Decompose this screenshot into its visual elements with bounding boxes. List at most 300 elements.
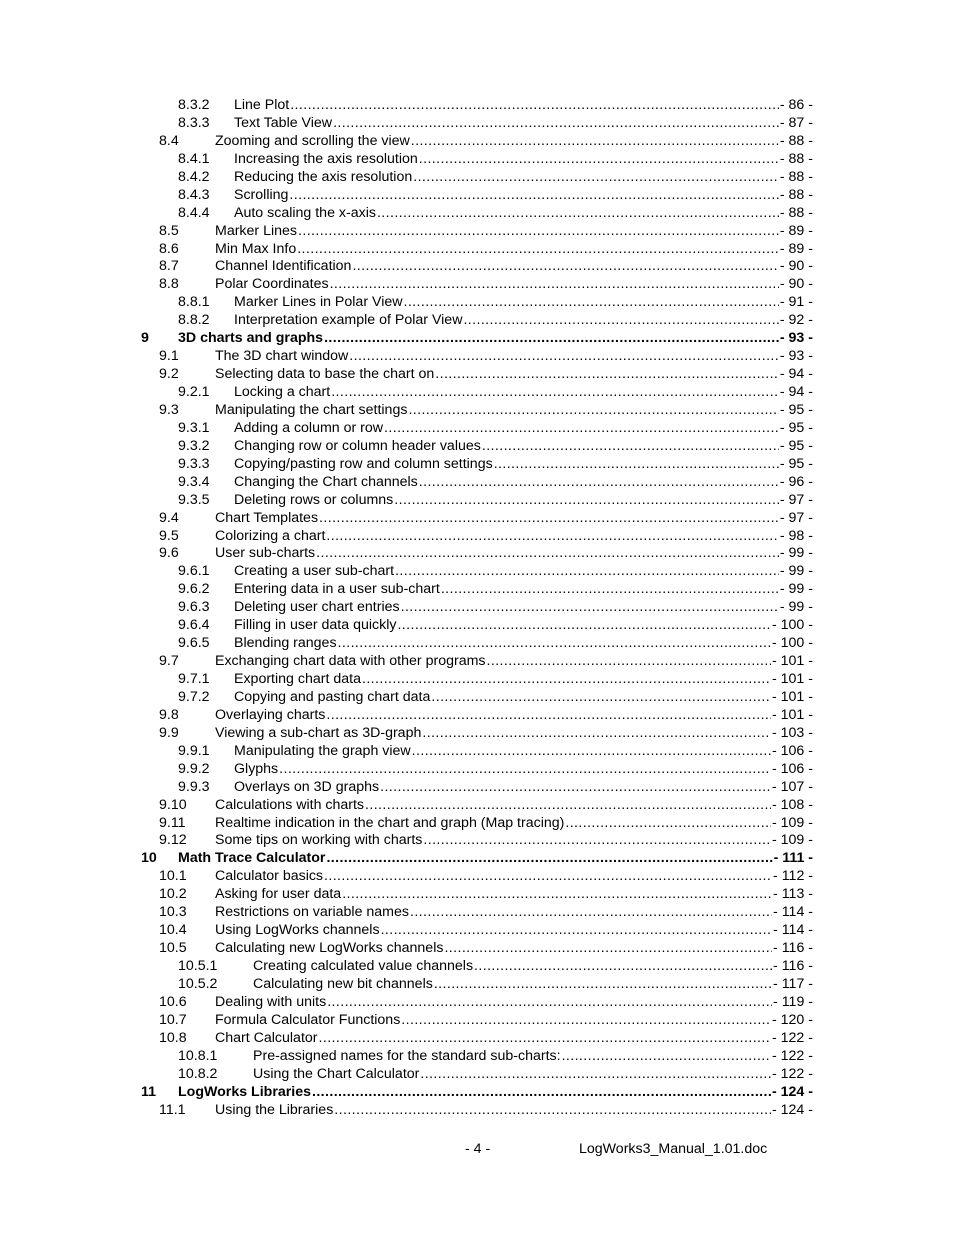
toc-entry-title: Some tips on working with charts <box>215 832 423 849</box>
toc-entry-title: Scrolling <box>234 186 289 203</box>
toc-dot-leader <box>419 474 779 492</box>
toc-dot-leader <box>444 940 772 958</box>
toc-entry-title: Marker Lines <box>215 222 298 239</box>
toc-entry-number: 8.6 <box>159 240 179 257</box>
toc-entry-number: 10 <box>141 850 157 867</box>
toc-entry-page: - 106 - <box>771 760 813 777</box>
toc-entry-number: 9.6.1 <box>178 563 210 580</box>
toc-entry-number: 9.3.1 <box>178 419 210 436</box>
toc-entry[interactable] <box>0 258 954 276</box>
toc-entry[interactable] <box>0 115 954 133</box>
toc-entry-number: 10.8.2 <box>178 1065 218 1082</box>
toc-entry-number: 10.6 <box>159 993 187 1010</box>
toc-entry-number: 9.7.2 <box>178 688 210 705</box>
footer-document-name: LogWorks3_Manual_1.01.doc <box>579 1141 768 1157</box>
toc-entry-number: 9.9 <box>159 724 179 741</box>
toc-entry-page: - 88 - <box>779 186 813 203</box>
toc-entry-title: Glyphs <box>234 760 279 777</box>
toc-entry-page: - 99 - <box>779 581 813 598</box>
toc-entry[interactable] <box>0 312 954 330</box>
toc-entry-number: 9.3.5 <box>178 491 210 508</box>
toc-entry[interactable] <box>0 1030 954 1048</box>
toc-dot-leader <box>330 276 779 294</box>
toc-entry[interactable] <box>0 420 954 438</box>
toc-entry-page: - 103 - <box>771 724 813 741</box>
toc-dot-leader <box>423 832 771 850</box>
toc-entry-number: 9.2 <box>159 366 179 383</box>
toc-entry-title: Viewing a sub-chart as 3D-graph <box>215 724 422 741</box>
toc-entry-title: Filling in user data quickly <box>234 617 397 634</box>
toc-entry-page: - 93 - <box>779 348 813 365</box>
toc-entry-line <box>234 761 813 779</box>
toc-dot-leader <box>380 779 771 797</box>
toc-entry-line <box>178 330 813 348</box>
toc-entry-title: Realtime indication in the chart and graph (Map tracing) <box>215 814 565 831</box>
toc-dot-leader <box>565 815 771 833</box>
toc-entry-page: - 120 - <box>771 1011 813 1028</box>
toc-entry-page: - 109 - <box>771 814 813 831</box>
toc-entry-page: - 95 - <box>779 437 813 454</box>
toc-entry-number: 10.7 <box>159 1011 187 1028</box>
toc-entry-page: - 88 - <box>779 168 813 185</box>
toc-entry-page: - 101 - <box>771 688 813 705</box>
toc-entry-page: - 101 - <box>771 653 813 670</box>
toc-entry-line <box>215 725 813 743</box>
toc-entry-number: 8.4.1 <box>178 150 210 167</box>
toc-entry-page: - 99 - <box>779 599 813 616</box>
toc-entry-title: Blending ranges <box>234 635 337 652</box>
toc-entry-title: Using the Libraries <box>215 1101 334 1118</box>
toc-dot-leader <box>431 689 771 707</box>
toc-entry-number: 9.3.2 <box>178 437 210 454</box>
toc-entry-page: - 93 - <box>779 330 813 347</box>
toc-entry-line <box>215 1030 813 1048</box>
toc-entry[interactable] <box>0 725 954 743</box>
toc-entry-title: Asking for user data <box>215 886 342 903</box>
toc-entry-line <box>234 205 813 223</box>
toc-dot-leader <box>352 258 778 276</box>
toc-entry-line <box>215 886 813 904</box>
toc-entry-page: - 106 - <box>771 742 813 759</box>
toc-entry-page: - 90 - <box>779 276 813 293</box>
toc-entry-title: Calculations with charts <box>215 796 365 813</box>
toc-dot-leader <box>298 223 779 241</box>
toc-entry[interactable] <box>0 940 954 958</box>
toc-dot-leader <box>395 563 779 581</box>
toc-dot-leader <box>474 958 772 976</box>
toc-entry[interactable] <box>0 922 954 940</box>
toc-entry-line <box>234 420 813 438</box>
toc-entry-page: - 88 - <box>779 204 813 221</box>
toc-entry-line <box>234 169 813 187</box>
toc-entry-page: - 91 - <box>779 294 813 311</box>
toc-entry[interactable] <box>0 994 954 1012</box>
toc-entry-line <box>215 994 813 1012</box>
toc-entry-title: Adding a column or row <box>234 419 384 436</box>
toc-entry-page: - 114 - <box>773 922 813 939</box>
toc-entry[interactable] <box>0 151 954 169</box>
toc-entry-title: Text Table View <box>234 114 333 131</box>
toc-entry-number: 10.3 <box>159 904 187 921</box>
toc-dot-leader <box>326 528 778 546</box>
toc-entry[interactable] <box>0 743 954 761</box>
toc-entry-title: Min Max Info <box>215 240 297 257</box>
toc-entry-title: Auto scaling the x-axis <box>234 204 376 221</box>
toc-entry[interactable] <box>0 492 954 510</box>
toc-entry[interactable] <box>0 97 954 115</box>
toc-entry[interactable] <box>0 133 954 151</box>
toc-entry-number: 9.10 <box>159 796 187 813</box>
toc-entry[interactable] <box>0 348 954 366</box>
toc-dot-leader <box>377 205 779 223</box>
toc-entry-number: 11 <box>141 1083 156 1100</box>
toc-entry-title: Exporting chart data <box>234 671 361 687</box>
toc-entry-title: Dealing with units <box>215 993 327 1010</box>
toc-entry-number: 10.5.1 <box>178 958 218 974</box>
toc-entry-line <box>215 366 813 384</box>
toc-entry-line <box>215 904 813 922</box>
toc-entry-title: Chart Templates <box>215 509 319 526</box>
toc-entry-page: - 124 - <box>771 1101 813 1118</box>
toc-entry-number: 9.9.1 <box>178 742 210 759</box>
toc-entry-number: 11.1 <box>159 1101 186 1118</box>
toc-entry[interactable] <box>0 815 954 833</box>
toc-entry-number: 9.9.3 <box>178 778 210 795</box>
toc-entry-line <box>215 348 813 366</box>
toc-dot-leader <box>384 420 779 438</box>
toc-entry-number: 9.6.3 <box>178 599 210 616</box>
toc-entry-page: - 108 - <box>771 796 813 813</box>
toc-entry-number: 8.8.1 <box>178 294 210 311</box>
toc-entry-title: Polar Coordinates <box>215 276 329 293</box>
toc-entry-title: Reducing the axis resolution <box>234 168 413 185</box>
toc-entry-title: Manipulating the chart settings <box>215 401 408 418</box>
toc-entry[interactable] <box>0 205 954 223</box>
toc-entry-number: 8.3.2 <box>178 97 210 113</box>
toc-entry-line <box>215 707 813 725</box>
toc-entry-title: LogWorks Libraries <box>178 1083 311 1100</box>
toc-entry-number: 9.4 <box>159 509 179 526</box>
toc-dot-leader <box>487 653 771 671</box>
toc-entry[interactable] <box>0 653 954 671</box>
toc-entry[interactable] <box>0 187 954 205</box>
toc-entry-line <box>215 223 813 241</box>
toc-dot-leader <box>326 707 771 725</box>
toc-entry-page: - 88 - <box>779 150 813 167</box>
toc-entry-page: - 124 - <box>771 1083 813 1100</box>
toc-dot-leader <box>279 761 771 779</box>
toc-dot-leader <box>413 169 779 187</box>
toc-entry-line <box>215 402 813 420</box>
toc-entry-line <box>215 276 813 294</box>
toc-entry[interactable] <box>0 904 954 922</box>
toc-dot-leader <box>334 1102 771 1120</box>
toc-dot-leader <box>349 348 779 366</box>
toc-dot-leader <box>494 456 779 474</box>
toc-entry-page: - 97 - <box>779 509 813 526</box>
toc-entry-title: Interpretation example of Polar View <box>234 312 463 329</box>
toc-entry-line <box>234 294 813 312</box>
toc-entry-title: Math Trace Calculator <box>178 850 326 867</box>
toc-entry-line <box>253 958 813 976</box>
toc-entry[interactable] <box>0 510 954 528</box>
toc-entry[interactable] <box>0 1012 954 1030</box>
toc-entry-line <box>215 940 813 958</box>
toc-entry-number: 8.4 <box>159 132 179 149</box>
toc-dot-leader <box>463 312 778 330</box>
toc-dot-leader <box>324 868 772 886</box>
toc-entry-title: Chart Calculator <box>215 1029 318 1046</box>
toc-entry[interactable] <box>0 707 954 725</box>
toc-dot-leader <box>394 492 779 510</box>
toc-entry[interactable] <box>0 456 954 474</box>
toc-entry-page: - 113 - <box>773 886 813 903</box>
toc-entry-number: 9.11 <box>159 814 186 831</box>
toc-entry-line <box>234 743 813 761</box>
toc-entry-line <box>215 510 813 528</box>
toc-entry-page: - 90 - <box>779 258 813 275</box>
toc-entry-number: 10.5.2 <box>178 975 218 992</box>
toc-entry[interactable] <box>0 241 954 259</box>
toc-entry[interactable] <box>0 276 954 294</box>
toc-entry[interactable] <box>0 797 954 815</box>
toc-entry-page: - 98 - <box>779 527 813 544</box>
toc-entry-title: Selecting data to base the chart on <box>215 366 435 383</box>
toc-entry-number: 10.8 <box>159 1029 187 1046</box>
toc-entry-line <box>253 976 813 994</box>
toc-entry-title: User sub-charts <box>215 545 316 562</box>
toc-dot-leader <box>403 294 778 312</box>
toc-dot-leader <box>419 151 779 169</box>
toc-entry-page: - 95 - <box>779 419 813 436</box>
toc-entry-title: Exchanging chart data with other programs <box>215 653 486 670</box>
toc-dot-leader <box>316 545 779 563</box>
toc-dot-leader <box>338 635 771 653</box>
toc-entry-number: 8.4.3 <box>178 186 210 203</box>
toc-entry-title: Colorizing a chart <box>215 527 326 544</box>
toc-dot-leader <box>562 1048 771 1066</box>
toc-entry-title: Creating a user sub-chart <box>234 563 395 580</box>
toc-entry[interactable] <box>0 438 954 456</box>
toc-dot-leader <box>319 510 779 528</box>
toc-entry-line <box>234 312 813 330</box>
toc-entry-line <box>215 922 813 940</box>
toc-entry-line <box>215 653 813 671</box>
toc-entry-page: - 100 - <box>771 635 813 652</box>
toc-entry-page: - 122 - <box>771 1047 813 1064</box>
toc-entry[interactable] <box>0 779 954 797</box>
toc-entry[interactable] <box>0 868 954 886</box>
toc-entry-page: - 109 - <box>771 832 813 849</box>
toc-entry-page: - 89 - <box>779 240 813 257</box>
toc-entry[interactable] <box>0 474 954 492</box>
toc-entry[interactable] <box>0 617 954 635</box>
toc-entry-page: - 100 - <box>771 617 813 634</box>
toc-entry-title: Changing row or column header values <box>234 437 481 454</box>
toc-dot-leader <box>297 241 779 259</box>
toc-entry-line <box>234 456 813 474</box>
toc-dot-leader <box>482 438 779 456</box>
toc-entry[interactable] <box>0 545 954 563</box>
toc-entry-number: 8.8 <box>159 276 179 293</box>
toc-entry-line <box>234 187 813 205</box>
toc-entry-page: - 95 - <box>779 401 813 418</box>
toc-entry[interactable] <box>0 169 954 187</box>
toc-entry[interactable] <box>0 402 954 420</box>
toc-entry[interactable] <box>0 1066 954 1084</box>
toc-entry[interactable] <box>0 850 954 868</box>
toc-entry-title: Deleting rows or columns <box>234 491 394 508</box>
toc-entry-title: Line Plot <box>234 97 290 113</box>
toc-dot-leader <box>289 187 778 205</box>
toc-entry[interactable] <box>0 1102 954 1120</box>
toc-entry-title: Zooming and scrolling the view <box>215 132 410 149</box>
toc-entry-number: 9.5 <box>159 527 179 544</box>
toc-entry[interactable] <box>0 563 954 581</box>
toc-entry[interactable] <box>0 976 954 994</box>
toc-entry-page: - 119 - <box>773 993 813 1010</box>
toc-entry-line <box>215 133 813 151</box>
table-of-contents <box>0 97 954 1119</box>
toc-entry-number: 8.4.2 <box>178 168 210 185</box>
toc-entry-number: 10.8.1 <box>178 1047 218 1064</box>
toc-entry[interactable] <box>0 330 954 348</box>
toc-entry-title: Channel Identification <box>215 258 352 275</box>
toc-entry-line <box>234 689 813 707</box>
toc-entry-number: 9.6.5 <box>178 635 210 652</box>
toc-entry-line <box>215 868 813 886</box>
toc-entry-page: - 88 - <box>779 132 813 149</box>
toc-entry-line <box>215 797 813 815</box>
toc-entry-title: Locking a chart <box>234 384 331 400</box>
toc-entry-number: 9.3.3 <box>178 455 210 472</box>
toc-entry-page: - 99 - <box>779 545 813 562</box>
toc-dot-leader <box>342 886 772 904</box>
toc-entry-line <box>234 581 813 599</box>
toc-entry-number: 9.6.2 <box>178 581 210 598</box>
toc-entry-line <box>215 832 813 850</box>
toc-entry-title: Increasing the axis resolution <box>234 150 418 167</box>
toc-entry[interactable] <box>0 528 954 546</box>
toc-entry-page: - 111 - <box>773 850 813 867</box>
toc-entry-number: 9.12 <box>159 832 187 849</box>
toc-entry-page: - 94 - <box>779 384 813 400</box>
toc-entry[interactable] <box>0 832 954 850</box>
toc-entry-number: 10.1 <box>159 868 187 885</box>
toc-entry-number: 9.2.1 <box>178 384 210 400</box>
toc-entry-number: 9.6 <box>159 545 179 562</box>
toc-entry-title: Changing the Chart channels <box>234 473 418 490</box>
toc-entry-line <box>234 474 813 492</box>
toc-dot-leader <box>324 330 779 348</box>
toc-entry-line <box>215 258 813 276</box>
toc-entry-title: Deleting user chart entries <box>234 599 400 616</box>
toc-entry-number: 8.7 <box>159 258 179 275</box>
toc-entry-page: - 87 - <box>779 114 813 131</box>
toc-entry-title: Marker Lines in Polar View <box>234 294 403 311</box>
toc-entry[interactable] <box>0 958 954 976</box>
toc-entry[interactable] <box>0 223 954 241</box>
toc-dot-leader <box>412 743 771 761</box>
toc-dot-leader <box>410 904 772 922</box>
toc-entry-title: Overlaying charts <box>215 706 326 723</box>
toc-entry-line <box>215 241 813 259</box>
toc-entry-title: Manipulating the graph view <box>234 742 411 759</box>
toc-entry-number: 10.5 <box>159 940 187 957</box>
toc-entry-number: 9.7 <box>159 653 179 670</box>
toc-entry[interactable] <box>0 294 954 312</box>
toc-dot-leader <box>397 617 771 635</box>
toc-dot-leader <box>365 797 771 815</box>
toc-entry[interactable] <box>0 761 954 779</box>
toc-entry-number: 9.9.2 <box>178 760 210 777</box>
toc-entry-page: - 114 - <box>773 904 813 921</box>
toc-entry-page: - 89 - <box>779 222 813 239</box>
toc-entry-line <box>215 815 813 833</box>
toc-dot-leader <box>408 402 778 420</box>
toc-entry-page: - 107 - <box>771 778 813 795</box>
toc-entry-line <box>253 1066 813 1084</box>
toc-entry-page: - 122 - <box>771 1029 813 1046</box>
toc-entry[interactable] <box>0 886 954 904</box>
toc-entry-page: - 86 - <box>779 97 813 113</box>
toc-entry-line <box>234 97 813 115</box>
toc-entry-title: 3D charts and graphs <box>178 330 324 347</box>
toc-entry-line <box>178 850 813 868</box>
toc-entry-page: - 101 - <box>771 706 813 723</box>
toc-entry-number: 8.4.4 <box>178 204 210 221</box>
toc-entry-line <box>234 599 813 617</box>
toc-entry-line <box>234 563 813 581</box>
toc-entry-title: Restrictions on variable names <box>215 904 409 921</box>
toc-entry-number: 9.6.4 <box>178 617 210 634</box>
toc-entry[interactable] <box>0 599 954 617</box>
toc-dot-leader <box>290 97 779 115</box>
toc-entry-line <box>234 779 813 797</box>
toc-entry-title: Calculator basics <box>215 868 324 885</box>
toc-dot-leader <box>326 850 772 868</box>
toc-dot-leader <box>401 599 779 617</box>
toc-entry-page: - 96 - <box>779 473 813 490</box>
toc-dot-leader <box>420 1066 771 1084</box>
toc-entry-line <box>215 528 813 546</box>
toc-dot-leader <box>327 994 772 1012</box>
toc-entry[interactable] <box>0 366 954 384</box>
toc-dot-leader <box>333 115 779 133</box>
toc-entry-title: Overlays on 3D graphs <box>234 778 380 795</box>
toc-entry-line <box>178 1084 813 1102</box>
toc-entry-title: Entering data in a user sub-chart <box>234 581 440 598</box>
toc-entry-title: Pre-assigned names for the standard sub-charts: <box>253 1047 561 1064</box>
toc-entry-number: 9.3.4 <box>178 473 210 490</box>
toc-dot-leader <box>319 1030 771 1048</box>
toc-entry[interactable] <box>0 635 954 653</box>
toc-entry[interactable] <box>0 1048 954 1066</box>
toc-dot-leader <box>434 976 772 994</box>
toc-entry-number: 10.2 <box>159 886 187 903</box>
toc-entry[interactable] <box>0 384 954 402</box>
toc-dot-leader <box>441 581 779 599</box>
toc-entry-line <box>234 671 813 689</box>
toc-dot-leader <box>401 1012 771 1030</box>
toc-dot-leader <box>312 1084 771 1102</box>
toc-entry[interactable] <box>0 689 954 707</box>
toc-entry[interactable] <box>0 1084 954 1102</box>
toc-entry-title: Using the Chart Calculator <box>253 1065 420 1082</box>
toc-entry[interactable] <box>0 581 954 599</box>
toc-entry[interactable] <box>0 671 954 689</box>
toc-entry-number: 9.7.1 <box>178 671 210 687</box>
